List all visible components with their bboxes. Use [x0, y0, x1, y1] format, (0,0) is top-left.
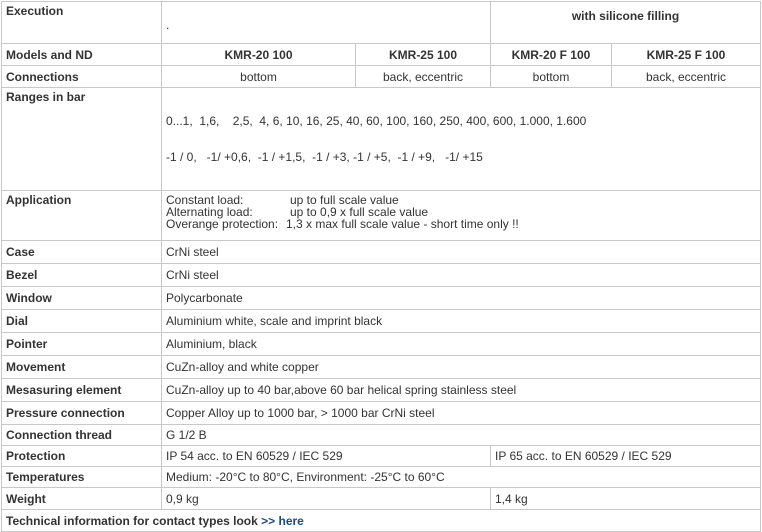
model-kmr-20-100: KMR-20 100: [162, 44, 356, 66]
measuring-element-value: CuZn-alloy up to 40 bar,above 60 bar helical spring stainless steel: [162, 379, 761, 402]
row-weight: [2, 488, 761, 510]
case-value: CrNi steel: [162, 241, 761, 264]
row-pointer: [2, 333, 761, 356]
bezel-label: Bezel: [2, 264, 162, 287]
protection-value-filled: IP 65 acc. to EN 60529 / IEC 529: [491, 446, 761, 467]
row-temperatures: [2, 467, 761, 488]
row-connection-thread: [2, 425, 761, 446]
connection-3: bottom: [491, 66, 612, 88]
measuring-element-label: Mesasuring element: [2, 379, 162, 402]
ranges-value: [162, 88, 761, 191]
row-case: [2, 241, 761, 264]
row-dial: [2, 310, 761, 333]
ranges-line-2: -1 / 0, -1/ +0,6, -1 / +1,5, -1 / +3, -1 / +5, -1 / +9, -1/ +15: [166, 150, 483, 164]
connection-1: bottom: [162, 66, 356, 88]
pressure-connection-label: Pressure connection: [2, 402, 162, 425]
pointer-label: Pointer: [2, 333, 162, 356]
protection-value-standard: IP 54 acc. to EN 60529 / IEC 529: [162, 446, 491, 467]
row-execution: [2, 2, 761, 44]
row-ranges: [2, 88, 761, 191]
connection-2: back, eccentric: [356, 66, 491, 88]
connection-thread-label: Connection thread: [2, 425, 162, 446]
weight-label: Weight: [2, 488, 162, 510]
footer-cell: [2, 510, 761, 532]
model-kmr-25-f-100: KMR-25 F 100: [612, 44, 761, 66]
application-name: Overange protection:: [166, 217, 279, 231]
spec-table: [1, 1, 761, 532]
model-kmr-25-100: KMR-25 100: [356, 44, 491, 66]
ranges-label: Ranges in bar: [2, 88, 162, 191]
footer-text: Technical information for contact types look: [6, 513, 262, 528]
application-val: 1,3 x max full scale value - short time only !!: [286, 217, 519, 231]
silicone-filling-header: with silicone filling: [491, 2, 761, 44]
bezel-value: CrNi steel: [162, 264, 761, 287]
application-line: [166, 194, 756, 206]
here-link[interactable]: >> here: [261, 513, 304, 528]
movement-value: CuZn-alloy and white copper: [162, 356, 761, 379]
execution-dot: .: [166, 18, 170, 32]
movement-label: Movement: [2, 356, 162, 379]
dial-label: Dial: [2, 310, 162, 333]
application-val: up to full scale value: [290, 193, 399, 207]
application-name: Constant load:: [166, 193, 244, 207]
row-window: [2, 287, 761, 310]
protection-label: Protection: [2, 446, 162, 467]
row-footer: [2, 510, 761, 532]
window-label: Window: [2, 287, 162, 310]
row-protection: [2, 446, 761, 467]
case-label: Case: [2, 241, 162, 264]
row-movement: [2, 356, 761, 379]
pressure-connection-value: Copper Alloy up to 1000 bar, > 1000 bar CrNi steel: [162, 402, 761, 425]
model-kmr-20-f-100: KMR-20 F 100: [491, 44, 612, 66]
temperatures-label: Temperatures: [2, 467, 162, 488]
row-bezel: [2, 264, 761, 287]
execution-label: Execution: [2, 2, 162, 44]
models-label: Models and ND: [2, 44, 162, 66]
row-pressure-connection: [2, 402, 761, 425]
temperatures-value: Medium: -20°C to 80°C, Environment: -25°C to 60°C: [162, 467, 761, 488]
dial-value: Aluminium white, scale and imprint black: [162, 310, 761, 333]
connection-thread-value: G 1/2 B: [162, 425, 761, 446]
application-label: Application: [2, 191, 162, 241]
execution-value: [162, 2, 491, 44]
window-value: Polycarbonate: [162, 287, 761, 310]
application-line: [166, 218, 756, 230]
application-value: [162, 191, 761, 241]
row-models: [2, 44, 761, 66]
weight-value-filled: 1,4 kg: [491, 488, 761, 510]
row-measuring-element: [2, 379, 761, 402]
weight-value-standard: 0,9 kg: [162, 488, 491, 510]
row-application: [2, 191, 761, 241]
pointer-value: Aluminium, black: [162, 333, 761, 356]
row-connections: [2, 66, 761, 88]
connection-4: back, eccentric: [612, 66, 761, 88]
connections-label: Connections: [2, 66, 162, 88]
ranges-line-1: 0...1, 1,6, 2,5, 4, 6, 10, 16, 25, 40, 60, 100, 160, 250, 400, 600, 1.000, 1.600: [166, 114, 587, 128]
application-val: up to 0,9 x full scale value: [290, 205, 429, 219]
application-name: Alternating load:: [166, 205, 253, 219]
